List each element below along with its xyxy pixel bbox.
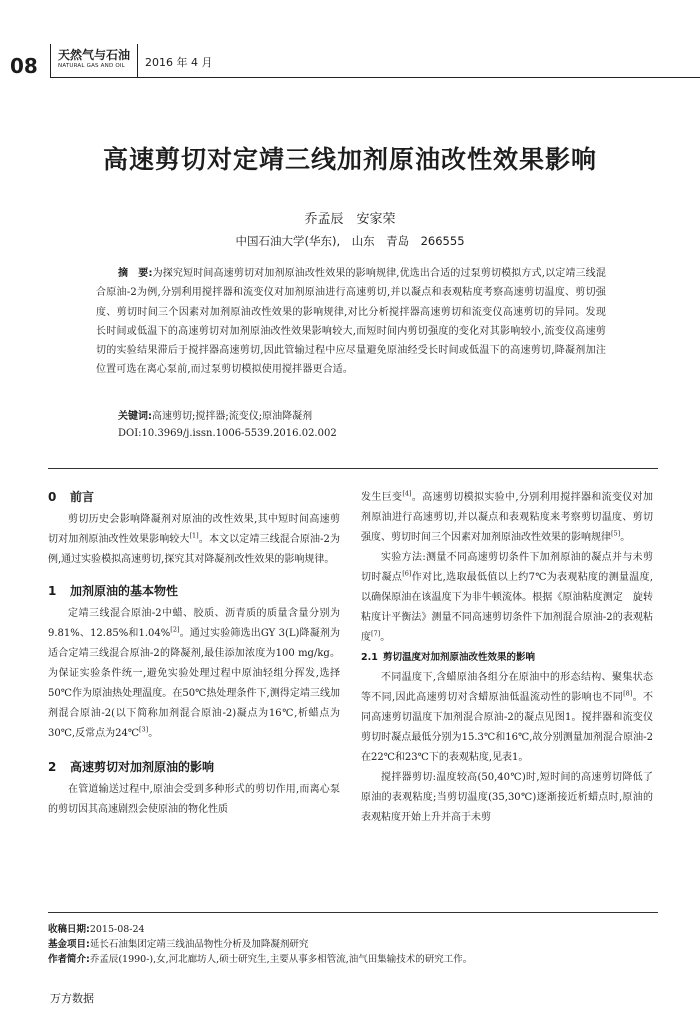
paragraph: 不同温度下,含蜡原油各组分在原油中的形态结构、聚集状态等不同,因此高速剪切对含蜡原油低温流动性的影响也不同[8]。不同高速剪切温度下加剂混合原油-2的凝点见图1。搅拌器和流变仪剪切时凝点最低分别为15.3℃和16℃,故分别测量加剂混合原油-2在22℃和23℃下的表观粘度,见表1。 (361, 672, 653, 763)
subsection-heading: 2.1 剪切温度对加剂原油改性效果的影响 (361, 652, 536, 663)
header-rule (50, 77, 700, 78)
page-number: 08 (10, 54, 38, 78)
left-column (48, 488, 340, 820)
section-heading: 0 前言 (48, 490, 95, 504)
abstract-text: 为探究短时间高速剪切对加剂原油改性效果的影响规律,优选出合适的过泵剪切模拟方式,以定靖三线混合原油-2为例,分别利用搅拌器和流变仪对加剂原油进行高速剪切,并以凝点和表观粘度考察高速剪切温度、剪切强度、剪切时间三个因素对加剂原油改性效果的影响规律,对比分析搅拌器高速剪切和流变仪高速剪切的异同。发现长时间或低温下的高速剪切对加剂原油改性效果影响较大,而短时间内剪切强度的变化对其影响较小,流变仪高速剪切的实验结果滞后于搅拌器高速剪切,因此管输过程中应尽量避免原油经受长时间或低温下的高速剪切,降凝剂加注位置可选在离心泵前,而过泵剪切模拟使用搅拌器更合适。 (96, 268, 606, 376)
article-affiliation: 中国石油大学(华东), 山东 青岛 266555 (235, 234, 465, 248)
body-separator (48, 468, 658, 469)
footnote-separator (48, 912, 658, 913)
keywords-label: 关键词: (118, 411, 152, 422)
fund-info: 基金项目:延长石油集团定靖三线油品物性分析及加降凝剂研究 (48, 939, 309, 950)
paragraph: 搅拌器剪切:温度较高(50,40℃)时,短时间的高速剪切降低了原油的表观粘度;当剪切温度(35,30℃)逐渐接近析蜡点时,原油的表观粘度开始上升并高于未剪 (361, 772, 653, 823)
right-column (361, 488, 653, 828)
paragraph: 发生巨变[4]。高速剪切模拟实验中,分别利用搅拌器和流变仪对加剂原油进行高速剪切,并以凝点和表观粘度来考察剪切温度、剪切强度、剪切时间三个因素对加剂原油改性效果的影响规律[5]。 (361, 489, 653, 543)
abstract-label: 摘 要: (118, 268, 153, 279)
keywords (118, 407, 312, 422)
header-divider-2 (137, 44, 138, 78)
author-bio: 作者简介:乔孟辰(1990-),女,河北廊坊人,硕士研究生,主要从事多相管流,油气田集输技术的研究工作。 (48, 954, 473, 965)
running-header (0, 38, 700, 78)
paragraph: 在管道输送过程中,原油会受到多种形式的剪切作用,而离心泵的剪切因其高速剧烈会使原油的物化性质 (48, 784, 340, 815)
paragraph: 定靖三线混合原油-2中蜡、胶质、沥青质的质量含量分别为9.81%、12.85%和1.04%[2]。通过实验筛选出GY 3(L)降凝剂为适合定靖三线混合原油-2的降凝剂,最佳添加浓度为100 mg/kg。为保证实验条件统一,避免实验处理过程中原油轻组分挥发,选择50℃作为原油热处理温度。在50℃热处理条件下,测得定靖三线加剂混合原油-2(以下简称加剂混合原油-2)凝点为16℃,析蜡点为30℃,反常点为24℃[3]。 (48, 608, 341, 739)
section-heading: 1 加剂原油的基本物性 (48, 584, 179, 598)
abstract (96, 264, 606, 380)
article-authors: 乔孟辰 安家荣 (304, 212, 396, 227)
footnotes (48, 922, 472, 967)
paragraph: 实验方法:测量不同高速剪切条件下加剂原油的凝点并与未剪切时凝点[6]作对比,选取最低值以上约7℃为表观粘度的测量温度,以确保原油在该温度下为非牛顿流体。根据《原油粘度测定 旋转粘度计平衡法》测量不同高速剪切条件下加剂混合原油-2的表观粘度[7]。 (361, 552, 654, 643)
section-heading: 2 高速剪切对加剂原油的影响 (48, 760, 215, 774)
article-title: 高速剪切对定靖三线加剂原油改性效果影响 (102, 145, 597, 174)
doi: DOI:10.3969/j.issn.1006-5539.2016.02.002 (118, 428, 337, 439)
header-divider (50, 44, 51, 78)
issue-date: 2016 年 4 月 (145, 56, 213, 69)
paragraph: 剪切历史会影响降凝剂对原油的改性效果,其中短时间高速剪切对加剂原油改性效果影响较大[1]。本文以定靖三线混合原油-2为例,通过实验模拟高速剪切,探究其对降凝剂改性效果的影响规律。 (48, 514, 340, 565)
received-date: 收稿日期:2015-08-24 (48, 924, 145, 935)
watermark: 万方数据 (50, 992, 94, 1005)
keywords-text: 高速剪切;搅拌器;流变仪;原油降凝剂 (152, 411, 313, 422)
journal-name: 天然气与石油 (58, 48, 131, 62)
journal-name-en: NATURAL GAS AND OIL (58, 63, 125, 69)
